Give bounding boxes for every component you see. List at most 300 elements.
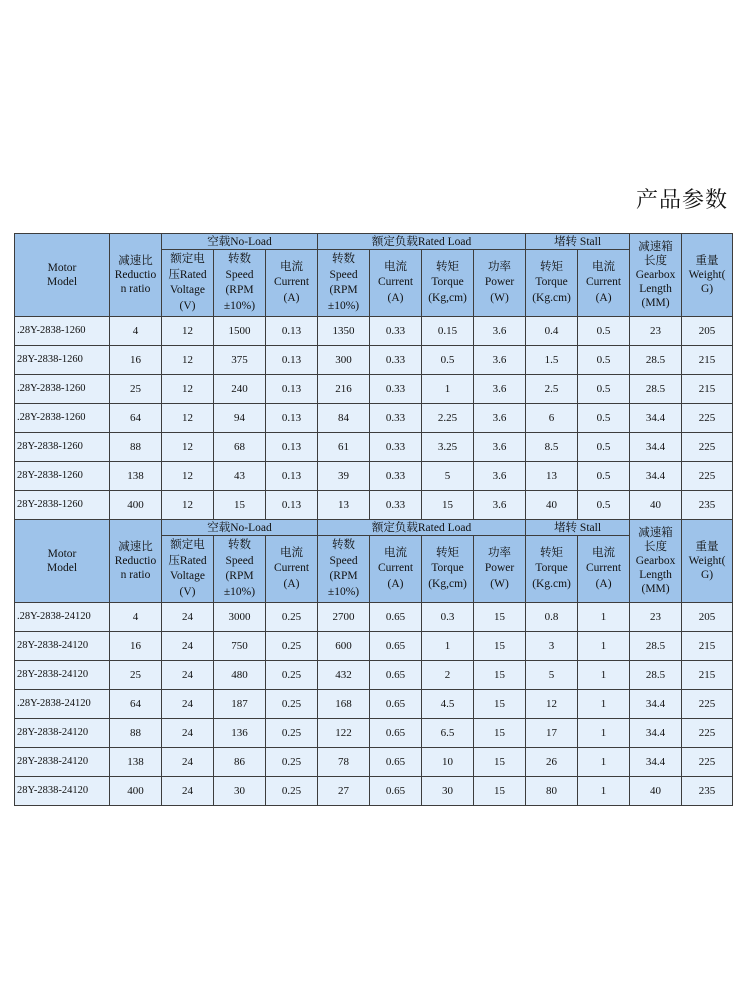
column-header-gearbox-length	[630, 234, 682, 317]
table-cell: 15	[474, 719, 526, 748]
page-title: 产品参数	[636, 188, 729, 213]
table-cell: 400	[110, 491, 162, 520]
column-header-ratio	[110, 520, 162, 603]
header-line: 重量	[695, 255, 719, 267]
table-cell: 16	[110, 632, 162, 661]
table-cell: 34.4	[630, 690, 682, 719]
table-cell: 12	[162, 375, 214, 404]
header-line: Reductio	[114, 555, 157, 567]
group-header-rated-load: 额定负载Rated Load	[318, 520, 526, 536]
table-cell: 300	[318, 346, 370, 375]
header-line: G)	[700, 569, 714, 581]
table-cell: 0.5	[578, 433, 630, 462]
table-cell: 1	[578, 661, 630, 690]
table-cell: 1350	[318, 317, 370, 346]
table-cell: 480	[214, 661, 266, 690]
column-header-stall-torque	[526, 250, 578, 317]
table-cell: 40	[630, 491, 682, 520]
table-cell: 3000	[214, 603, 266, 632]
header-line: Power	[484, 276, 515, 289]
column-header-weight	[682, 520, 733, 603]
header-line: Torque	[535, 276, 568, 289]
table-cell: 28.5	[630, 632, 682, 661]
table-cell: 24	[162, 777, 214, 806]
table-cell: 0.33	[370, 462, 422, 491]
table-cell: 24	[162, 690, 214, 719]
table-cell: 88	[110, 719, 162, 748]
table-cell: 25	[110, 375, 162, 404]
header-line: Power	[484, 562, 515, 575]
column-header-stall-torque	[526, 536, 578, 603]
header-line: 功率	[488, 546, 512, 559]
group-header-stall: 堵转 Stall	[526, 520, 630, 536]
column-header-ratio	[110, 234, 162, 317]
header-line: 电流	[280, 546, 304, 559]
table-cell: 30	[214, 777, 266, 806]
column-header-load-current	[370, 536, 422, 603]
group-header-stall: 堵转 Stall	[526, 234, 630, 250]
table-row	[15, 346, 733, 375]
table-cell: 68	[214, 433, 266, 462]
table-cell: 16	[110, 346, 162, 375]
header-line: (Kg,cm)	[428, 577, 467, 590]
table-cell: 600	[318, 632, 370, 661]
table-cell: 3.6	[474, 404, 526, 433]
table-cell: 12	[162, 346, 214, 375]
table-cell: 78	[318, 748, 370, 777]
table-cell: 15	[474, 777, 526, 806]
table-cell: 0.13	[266, 491, 318, 520]
table-cell: 168	[318, 690, 370, 719]
header-line: 减速比	[118, 541, 153, 553]
table-cell: 0.13	[266, 433, 318, 462]
table-cell: 215	[682, 661, 733, 690]
table-cell: 0.5	[422, 346, 474, 375]
table-cell: 0.25	[266, 719, 318, 748]
table-cell: 0.25	[266, 777, 318, 806]
header-line: 减速箱	[638, 527, 673, 539]
table-cell: 205	[682, 603, 733, 632]
table-cell: 750	[214, 632, 266, 661]
table-cell: 64	[110, 690, 162, 719]
model-cell: 28Y-2838-24120	[15, 719, 110, 748]
table-cell: 24	[162, 719, 214, 748]
column-header-model	[15, 234, 110, 317]
table-cell: 15	[474, 690, 526, 719]
table-cell: 6.5	[422, 719, 474, 748]
table-cell: 1	[422, 632, 474, 661]
column-header-stall-current	[578, 536, 630, 603]
table-cell: 28.5	[630, 661, 682, 690]
model-cell: 28Y-2838-1260	[15, 491, 110, 520]
table-cell: 34.4	[630, 404, 682, 433]
header-line: ±10%)	[327, 585, 360, 598]
table-cell: 0.4	[526, 317, 578, 346]
table-cell: 225	[682, 462, 733, 491]
header-line: Length	[639, 569, 672, 581]
table-cell: 0.33	[370, 491, 422, 520]
table-cell: 225	[682, 433, 733, 462]
table-cell: 0.33	[370, 433, 422, 462]
header-line: 转矩	[540, 260, 564, 273]
table-cell: 4.5	[422, 690, 474, 719]
table-cell: 0.13	[266, 346, 318, 375]
header-line: 转数	[332, 253, 356, 265]
header-line: (W)	[490, 291, 509, 304]
header-line: 长度	[644, 255, 668, 267]
header-line: Current	[377, 562, 414, 575]
table-cell: 12	[162, 404, 214, 433]
header-line: 压Rated	[168, 268, 207, 281]
table-cell: 432	[318, 661, 370, 690]
table-cell: 39	[318, 462, 370, 491]
table-cell: 12	[162, 317, 214, 346]
header-line: Current	[585, 562, 622, 575]
column-header-weight	[682, 234, 733, 317]
table-cell: 15	[474, 661, 526, 690]
header-line: Current	[585, 276, 622, 289]
model-cell: 28Y-2838-24120	[15, 748, 110, 777]
table-cell: 0.8	[526, 603, 578, 632]
table-cell: 215	[682, 632, 733, 661]
header-line: Model	[46, 562, 78, 574]
table-cell: 0.5	[578, 491, 630, 520]
table-cell: 0.33	[370, 317, 422, 346]
table-cell: 3.25	[422, 433, 474, 462]
table-cell: 1	[578, 777, 630, 806]
table-cell: 136	[214, 719, 266, 748]
header-line: 转矩	[436, 546, 460, 559]
header-line: Gearbox	[635, 269, 676, 281]
table-cell: 1500	[214, 317, 266, 346]
header-line: (A)	[283, 291, 300, 304]
table-cell: 0.13	[266, 317, 318, 346]
header-line: Weight(	[688, 555, 726, 567]
column-header-model	[15, 520, 110, 603]
table-cell: 12	[162, 491, 214, 520]
header-line: Current	[377, 276, 414, 289]
header-line: (MM)	[641, 583, 670, 595]
header-line: Reductio	[114, 269, 157, 281]
header-line: 减速箱	[638, 241, 673, 253]
header-line: Torque	[431, 276, 464, 289]
table-cell: 0.25	[266, 603, 318, 632]
table-cell: 8.5	[526, 433, 578, 462]
table-cell: 0.25	[266, 632, 318, 661]
table-row	[15, 603, 733, 632]
model-cell: 28Y-2838-24120	[15, 661, 110, 690]
table-cell: 30	[422, 777, 474, 806]
header-line: Speed	[329, 268, 358, 281]
table-cell: 12	[162, 462, 214, 491]
header-line: n ratio	[120, 569, 151, 581]
table-row	[15, 433, 733, 462]
header-line: 转数	[228, 539, 251, 551]
table-row	[15, 719, 733, 748]
table-cell: 24	[162, 603, 214, 632]
table-row	[15, 317, 733, 346]
table-cell: 0.33	[370, 375, 422, 404]
table-cell: 15	[422, 491, 474, 520]
column-header-load-speed	[318, 250, 370, 317]
header-line: 电流	[384, 546, 408, 559]
header-line: Motor	[47, 548, 77, 560]
table-cell: 215	[682, 375, 733, 404]
header-line: (A)	[387, 577, 404, 590]
table-cell: 88	[110, 433, 162, 462]
table-cell: 0.15	[422, 317, 474, 346]
table-cell: 1	[578, 603, 630, 632]
table-cell: 27	[318, 777, 370, 806]
column-header-load-torque	[422, 250, 474, 317]
table-row	[15, 462, 733, 491]
table-cell: 15	[474, 632, 526, 661]
table-cell: 0.65	[370, 690, 422, 719]
table-cell: 86	[214, 748, 266, 777]
table-row	[15, 690, 733, 719]
table-cell: 1	[578, 748, 630, 777]
header-line: Speed	[225, 554, 254, 567]
table-cell: 0.25	[266, 661, 318, 690]
table-cell: 240	[214, 375, 266, 404]
table-cell: 3.6	[474, 346, 526, 375]
header-line: 额定电	[170, 253, 205, 265]
table-cell: 23	[630, 317, 682, 346]
model-cell: 28Y-2838-1260	[15, 433, 110, 462]
header-line: Length	[639, 283, 672, 295]
header-line: 额定电	[170, 539, 205, 551]
table-cell: 12	[526, 690, 578, 719]
table-cell: 3.6	[474, 317, 526, 346]
table-cell: 1	[422, 375, 474, 404]
header-line: ±10%)	[327, 299, 360, 312]
group-header-no-load: 空载No-Load	[162, 234, 318, 250]
column-header-noload-current	[266, 536, 318, 603]
table-cell: 1.5	[526, 346, 578, 375]
table-cell: 0.5	[578, 462, 630, 491]
table-cell: 43	[214, 462, 266, 491]
header-line: Current	[273, 562, 310, 575]
table-cell: 13	[318, 491, 370, 520]
table-cell: 10	[422, 748, 474, 777]
header-line: Torque	[535, 562, 568, 575]
table-cell: 94	[214, 404, 266, 433]
group-header-no-load: 空载No-Load	[162, 520, 318, 536]
table-cell: 5	[526, 661, 578, 690]
header-line: (A)	[595, 291, 612, 304]
table-cell: 4	[110, 317, 162, 346]
header-line: (Kg.cm)	[532, 577, 571, 590]
table-cell: 400	[110, 777, 162, 806]
table-cell: 0.25	[266, 690, 318, 719]
header-line: (RPM	[329, 570, 358, 582]
model-cell: .28Y-2838-1260	[15, 404, 110, 433]
table-cell: 235	[682, 777, 733, 806]
header-line: 重量	[695, 541, 719, 553]
column-header-noload-speed	[214, 536, 266, 603]
table-cell: 64	[110, 404, 162, 433]
table-cell: 2	[422, 661, 474, 690]
table-cell: 3.6	[474, 462, 526, 491]
header-line: Torque	[431, 562, 464, 575]
table-cell: 225	[682, 690, 733, 719]
table-cell: 215	[682, 346, 733, 375]
header-line: 转数	[228, 253, 251, 265]
table-cell: 84	[318, 404, 370, 433]
table-cell: 216	[318, 375, 370, 404]
table-cell: 3.6	[474, 375, 526, 404]
table-cell: 24	[162, 632, 214, 661]
table-cell: 5	[422, 462, 474, 491]
header-line: (RPM	[225, 284, 254, 296]
table-cell: 24	[162, 661, 214, 690]
table-cell: 0.5	[578, 404, 630, 433]
table-cell: 25	[110, 661, 162, 690]
header-line: ±10%)	[223, 585, 256, 598]
table-cell: 0.13	[266, 375, 318, 404]
table-cell: 61	[318, 433, 370, 462]
model-cell: 28Y-2838-24120	[15, 632, 110, 661]
table-cell: 23	[630, 603, 682, 632]
table-cell: 122	[318, 719, 370, 748]
table-cell: 375	[214, 346, 266, 375]
header-line: 电流	[280, 260, 304, 273]
table-cell: 34.4	[630, 748, 682, 777]
table-cell: 34.4	[630, 433, 682, 462]
table-cell: 0.65	[370, 719, 422, 748]
model-cell: .28Y-2838-1260	[15, 317, 110, 346]
table-cell: 15	[474, 748, 526, 777]
table-cell: 187	[214, 690, 266, 719]
header-line: Voltage	[170, 284, 205, 296]
table-cell: 1	[578, 719, 630, 748]
table-row	[15, 777, 733, 806]
table-row	[15, 375, 733, 404]
table-cell: 28.5	[630, 375, 682, 404]
column-header-noload-speed	[214, 250, 266, 317]
model-cell: .28Y-2838-24120	[15, 603, 110, 632]
header-line: 电流	[384, 260, 408, 273]
column-header-load-speed	[318, 536, 370, 603]
column-header-rated-voltage	[162, 250, 214, 317]
column-header-load-torque	[422, 536, 474, 603]
table-cell: 34.4	[630, 719, 682, 748]
header-line: Motor	[47, 262, 77, 274]
table-cell: 28.5	[630, 346, 682, 375]
header-line: (V)	[179, 299, 196, 312]
table-cell: 1	[578, 690, 630, 719]
table-cell: 0.33	[370, 404, 422, 433]
spec-table-body	[15, 234, 733, 806]
header-line: ±10%)	[223, 299, 256, 312]
header-line: 转数	[332, 539, 356, 551]
header-line: (W)	[490, 577, 509, 590]
header-line: (Kg.cm)	[532, 291, 571, 304]
header-line: (A)	[283, 577, 300, 590]
header-line: (RPM	[329, 284, 358, 296]
table-cell: 225	[682, 719, 733, 748]
table-cell: 0.13	[266, 404, 318, 433]
header-line: 电流	[592, 546, 616, 559]
group-header-row	[15, 234, 733, 250]
table-cell: 0.65	[370, 777, 422, 806]
model-cell: 28Y-2838-24120	[15, 777, 110, 806]
model-cell: .28Y-2838-1260	[15, 375, 110, 404]
header-line: n ratio	[120, 283, 151, 295]
table-cell: 0.13	[266, 462, 318, 491]
table-cell: 0.3	[422, 603, 474, 632]
model-cell: 28Y-2838-1260	[15, 346, 110, 375]
group-header-row	[15, 520, 733, 536]
table-cell: 225	[682, 748, 733, 777]
header-line: 压Rated	[168, 554, 207, 567]
table-cell: 0.65	[370, 603, 422, 632]
table-cell: 34.4	[630, 462, 682, 491]
table-row	[15, 661, 733, 690]
header-line: Weight(	[688, 269, 726, 281]
table-row	[15, 404, 733, 433]
column-header-gearbox-length	[630, 520, 682, 603]
table-cell: 24	[162, 748, 214, 777]
table-row	[15, 748, 733, 777]
table-cell: 0.65	[370, 632, 422, 661]
table-cell: 0.25	[266, 748, 318, 777]
table-cell: 3.6	[474, 433, 526, 462]
table-cell: 12	[162, 433, 214, 462]
table-cell: 80	[526, 777, 578, 806]
column-header-stall-current	[578, 250, 630, 317]
header-line: (A)	[595, 577, 612, 590]
header-line: Model	[46, 276, 78, 288]
table-cell: 4	[110, 603, 162, 632]
header-line: Speed	[225, 268, 254, 281]
column-header-rated-voltage	[162, 536, 214, 603]
table-cell: 3	[526, 632, 578, 661]
table-cell: 40	[526, 491, 578, 520]
table-cell: 2.25	[422, 404, 474, 433]
table-cell: 2.5	[526, 375, 578, 404]
table-cell: 3.6	[474, 491, 526, 520]
table-cell: 17	[526, 719, 578, 748]
header-line: (RPM	[225, 570, 254, 582]
column-header-load-power	[474, 250, 526, 317]
table-cell: 40	[630, 777, 682, 806]
header-line: (MM)	[641, 297, 670, 309]
table-cell: 225	[682, 404, 733, 433]
header-line: 功率	[488, 260, 512, 273]
column-header-load-current	[370, 250, 422, 317]
table-row	[15, 491, 733, 520]
table-cell: 6	[526, 404, 578, 433]
header-line: Gearbox	[635, 555, 676, 567]
column-header-load-power	[474, 536, 526, 603]
table-cell: 0.5	[578, 317, 630, 346]
header-line: Voltage	[170, 570, 205, 582]
table-cell: 1	[578, 632, 630, 661]
column-header-noload-current	[266, 250, 318, 317]
header-line: Current	[273, 276, 310, 289]
table-cell: 0.65	[370, 748, 422, 777]
table-cell: 13	[526, 462, 578, 491]
table-cell: 205	[682, 317, 733, 346]
group-header-rated-load: 额定负载Rated Load	[318, 234, 526, 250]
table-cell: 15	[474, 603, 526, 632]
table-cell: 0.65	[370, 661, 422, 690]
header-line: (V)	[179, 585, 196, 598]
header-line: (Kg,cm)	[428, 291, 467, 304]
header-line: 转矩	[540, 546, 564, 559]
table-cell: 0.5	[578, 346, 630, 375]
